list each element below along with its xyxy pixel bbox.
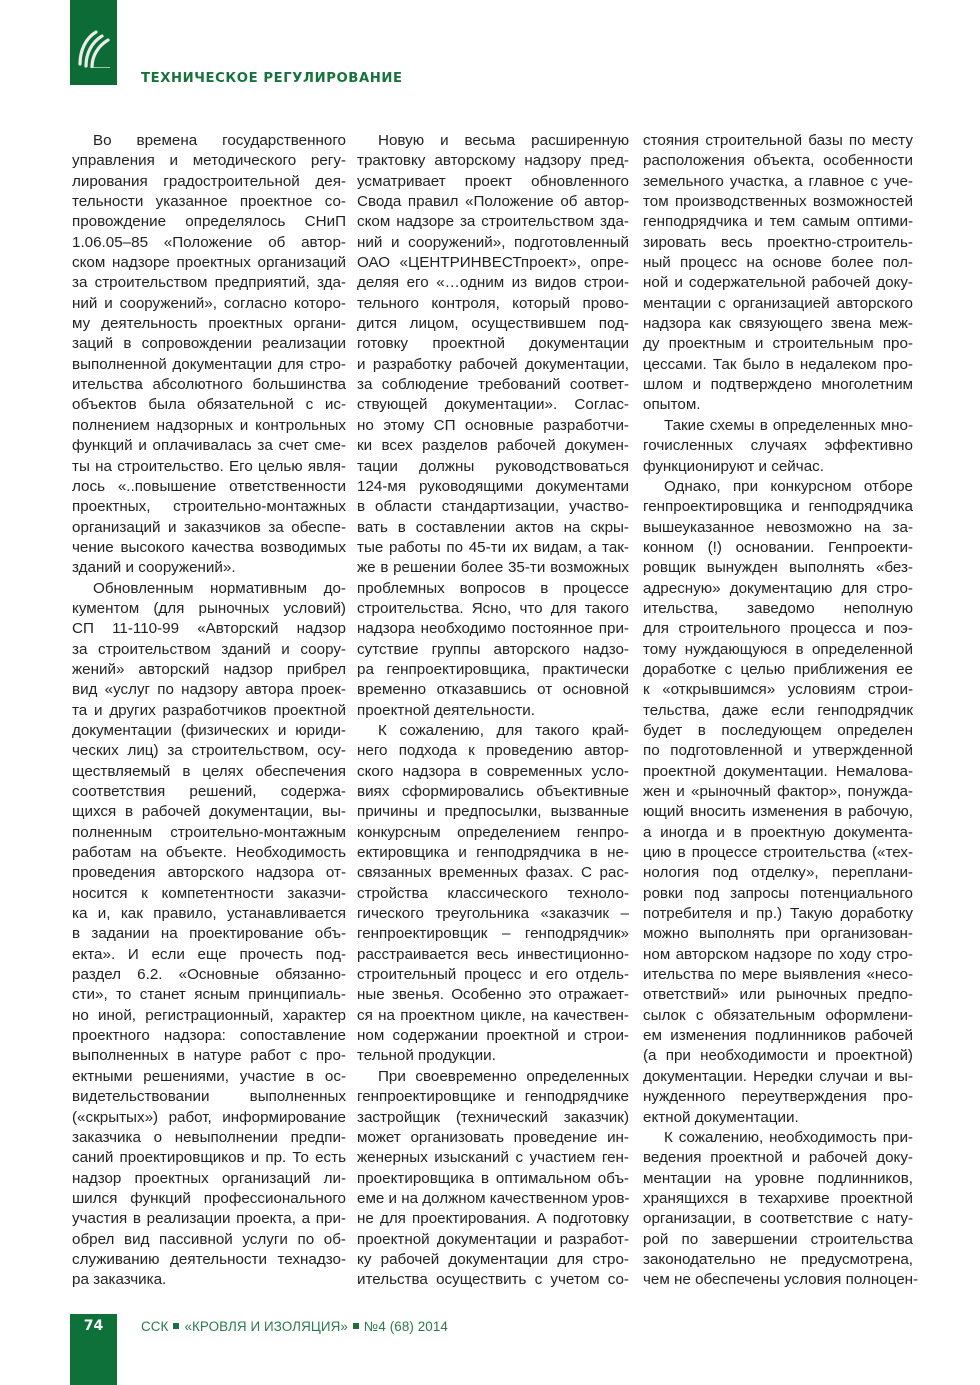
text-line: к «открывшимся» условиям строи- (643, 681, 913, 699)
text-line: ответствий» или рыночных предпо- (643, 986, 913, 1004)
text-line: ты на строительство. Его целью явля- (72, 457, 346, 475)
text-line: функционируют и сейчас. (643, 457, 824, 475)
text-line: соответствия решений, содержа- (72, 783, 346, 800)
text-line: жен и «рыночный фактор», понужда- (643, 783, 913, 800)
text-line: Такие схемы в определенных мно- (664, 416, 913, 434)
text-line: ный процесс на основе более пол- (643, 254, 913, 272)
text-line: генпроектировщика и генподрядчика (643, 498, 913, 516)
text-line: а иногда и в проектную документа- (643, 823, 913, 841)
text-line: тые работы по 45-ти их видам, а так- (357, 538, 629, 556)
text-line: ку рабочей документации для стро- (357, 1250, 629, 1268)
text-line: раздел 6.2. «Основные обязанно- (72, 966, 346, 984)
text-line: документации. Нередки случаи и вы- (643, 1067, 913, 1085)
text-line: надзора необходимо постоянное при- (357, 620, 629, 638)
text-line: ведения проектной и рабочей доку- (643, 1149, 913, 1167)
article-column-1 (72, 131, 346, 1291)
text-line: функций и оплачивалась за счет сме- (72, 437, 346, 455)
text-line: тации должны руководствоваться (357, 457, 629, 475)
text-line: за соблюдение требований соответ- (357, 376, 629, 394)
square-bullet-icon (353, 1323, 359, 1329)
text-line: него подхода к проведению автор- (357, 742, 629, 760)
text-line: При своевременно определенных (378, 1067, 629, 1085)
text-line: нология под отделку», переплани- (643, 864, 913, 882)
text-line: проведения авторского надзора от- (72, 864, 346, 882)
footer-issue: №4 (68) 2014 (363, 1319, 448, 1334)
text-line: же в решении более 35-ти возможных (357, 559, 629, 577)
text-line: но этому СП основные разработчи- (357, 416, 629, 434)
text-line: нужденного переутверждения про- (643, 1088, 913, 1106)
text-line: потребителя и пр.) Такую доработку (643, 905, 913, 923)
text-line: жений» авторский надзор прибрел (72, 660, 346, 678)
text-line: проектной документации. Немалова- (643, 762, 913, 780)
text-line: но иной, регистрационный, характер (72, 1006, 346, 1024)
text-line: ительства, заведомо неполную (643, 599, 913, 617)
text-line: ментации с организацией авторского (643, 294, 913, 312)
text-line: проектных, строительно-монтажных (72, 498, 346, 516)
text-line: сти», то станет ясным принципиаль- (72, 986, 346, 1004)
square-bullet-icon (173, 1323, 179, 1329)
text-line: женерных изысканий с участием ген- (357, 1149, 629, 1167)
text-line: ные звенья. Особенно это отражает- (357, 986, 629, 1004)
text-line: может организовать проведение ин- (357, 1128, 629, 1146)
text-line: тельства, даже если генподрядчик (643, 701, 913, 719)
text-line: трактовку авторскому надзору пред- (357, 152, 629, 170)
text-line: носится к компетентности заказчи- (72, 884, 346, 902)
text-line: К сожалению, для такого край- (378, 721, 629, 739)
text-line: законодательно не предусмотрена, (643, 1250, 913, 1268)
text-line: му деятельность проектных органи- (72, 315, 346, 333)
footer-publisher: ССК (141, 1319, 169, 1334)
text-line: надзора как связующего звена меж- (643, 315, 913, 333)
text-line: надзор проектных организаций ли- (72, 1169, 346, 1187)
text-line: за строительством предприятий, зда- (72, 274, 346, 292)
text-line: видетельствовании выполненных (72, 1088, 346, 1106)
text-line: стояния строительной базы по месту (643, 132, 913, 149)
text-line: в задании на проектирование объ- (72, 925, 346, 943)
text-line: 1.06.05–85 «Положение об автор- (72, 233, 346, 251)
text-line: щихся в рабочей документации, вы- (72, 803, 346, 821)
text-line: адресную» документацию для стро- (643, 579, 913, 597)
text-line: Однако, при конкурсном отборе (664, 477, 913, 495)
text-line: для строительного процесса и поэ- (643, 620, 913, 638)
text-line: зировать весь проектно-строитель- (643, 233, 913, 251)
text-line: можно выполнять при организован- (643, 925, 913, 943)
text-line: сутствие группы авторского надзо- (357, 640, 629, 658)
text-line: строительства. Ясно, что для такого (357, 599, 629, 617)
text-line: ний и сооружений», подготовленный (357, 233, 629, 251)
text-line: расположения объекта, особенности (643, 152, 913, 170)
text-line: ра заказчика. (72, 1271, 167, 1289)
text-line: ительства абсолютного большинства (72, 376, 346, 394)
text-line: зданий и сооружений». (72, 559, 236, 577)
text-line: выполненной документации для стро- (72, 355, 346, 373)
text-line: ительства осуществить с учетом со- (357, 1271, 629, 1289)
text-line: ном авторском надзоре по ходу стро- (643, 945, 913, 963)
text-line: хранящихся в техархиве проектной (643, 1189, 913, 1207)
text-line: ющий вносить изменения в рабочую, (643, 803, 913, 821)
text-line: СП 11-110-99 «Авторский надзор (72, 620, 346, 638)
text-line: К сожалению, необходимость при- (664, 1128, 913, 1146)
text-line: еме и на должном качественном уров- (357, 1189, 630, 1207)
text-line: работам на объекте. Необходимость (72, 844, 346, 862)
text-line: вышеуказанное невозможно на за- (643, 518, 913, 536)
text-line: не для проектирования. А подготовку (357, 1210, 629, 1228)
footer-publication-info (141, 1319, 448, 1334)
text-line: управления и методического регу- (72, 152, 346, 170)
text-line: тельного контроля, который прово- (357, 294, 629, 312)
magazine-logo-arcs-icon (76, 28, 112, 68)
text-line: лирования градостроительной дея- (72, 172, 346, 190)
text-line: объектов была обязательной с ис- (72, 396, 346, 414)
text-line: чение высокого качества возводимых (72, 538, 346, 556)
text-line: полнением надзорных и контрольных (72, 416, 346, 434)
article-column-3 (643, 131, 919, 1291)
text-line: тельности указанное проектное со- (72, 193, 346, 211)
text-line: дится лицом, осуществившем под- (357, 315, 629, 333)
text-line: гочисленных случаях эффективно (643, 437, 913, 455)
text-line: ектными решениями, участие в ос- (72, 1067, 346, 1085)
text-line: проектировщика в оптимальном объ- (357, 1169, 629, 1187)
text-line: ка и, как правило, устанавливается (72, 905, 346, 923)
text-line: тому нуждающуюся в определенной (643, 640, 913, 658)
text-line: стройства классического техноло- (357, 884, 629, 902)
text-line: ском надзоре за строительством зда- (357, 213, 629, 231)
text-line: ОАО «ЦЕНТРИНВЕСТпроект», опре- (357, 254, 629, 272)
text-line: Обновленным нормативным до- (93, 579, 346, 597)
text-line: ся на проектном цикле, на качествен- (357, 1006, 629, 1024)
text-line: проектного надзора: сопоставление (72, 1027, 346, 1045)
text-line: деляя его «…одним из видов строи- (357, 274, 629, 292)
text-line: кументом (для рыночных условий) (72, 599, 346, 617)
text-line: том производственных возможностей (643, 193, 913, 211)
text-line: ского надзора в современных усло- (357, 762, 629, 780)
text-line: ствующей документации». Соглас- (357, 396, 629, 414)
text-line: Во времена государственного (93, 132, 346, 149)
text-line: вид «услуг по надзору автора проек- (72, 681, 346, 699)
text-line: цию в процессе строительства («тех- (643, 844, 913, 862)
text-line: ровки под запросы потенциального (643, 884, 913, 902)
text-line: заций в сопровождении реализации (72, 335, 346, 353)
text-line: доработке с целью приближения ее (643, 660, 913, 678)
section-title: ТЕХНИЧЕСКОЕ РЕГУЛИРОВАНИЕ (141, 71, 403, 86)
text-line: ду проектным и строительным про- (643, 335, 913, 353)
text-line: 124-мя руководящими документами (357, 477, 629, 495)
text-line: ментации на уровне подлинников, (643, 1169, 913, 1187)
header-green-bar (70, 0, 117, 85)
text-line: ческих лиц) за строительством, осу- (72, 742, 346, 760)
text-line: («скрытых») работ, информирование (72, 1108, 346, 1126)
text-line: ском надзоре проектных организаций (72, 254, 346, 272)
text-line: цессами. Так было в недалеком про- (643, 355, 913, 373)
text-line: ровщик вынужден выполнять «без- (643, 559, 913, 577)
text-line: шился функций профессионального (72, 1189, 346, 1207)
text-line: будет в последующем определен (643, 721, 913, 739)
text-line: провождение определялось СНиП (72, 213, 346, 231)
text-line: ний и сооружений», согласно которо- (72, 294, 346, 312)
text-line: екта». И если еще прочесть под- (72, 945, 346, 963)
text-line: конном (!) основании. Генпроекти- (643, 538, 913, 556)
page-number: 74 (83, 1318, 104, 1334)
text-line: ной и содержательной рабочей доку- (643, 274, 913, 292)
text-line: расстраивается весь инвестиционно- (357, 945, 629, 963)
text-line: и разработку рабочей документации, (357, 355, 629, 373)
text-line: проектной деятельности. (357, 701, 535, 719)
text-line: документации (физических и юриди- (72, 721, 346, 739)
text-line: рой по завершении строительства (643, 1230, 913, 1248)
text-line: опытом. (643, 396, 701, 414)
text-line: ра генпроектировщика, практически (357, 660, 629, 678)
text-line: генпроектировщике и генподрядчике (357, 1088, 629, 1106)
footer-green-bar (70, 1314, 117, 1385)
text-line: участия в реализации проекта, а при- (72, 1210, 346, 1228)
text-line: в области стандартизации, участво- (357, 498, 629, 516)
text-line: (а при необходимости и проектной) (643, 1047, 913, 1065)
text-line: Новую и весьма расширенную (378, 132, 629, 149)
text-line: та и других разработчиков проектной (72, 701, 346, 719)
text-line: причины и предпосылки, вызванные (357, 803, 629, 821)
text-line: виях сформировались объективные (357, 783, 629, 800)
text-line: ществляемый в целях обеспечения (72, 762, 346, 780)
text-line: ительства по мере выявления «несо- (643, 966, 913, 984)
text-line: ном содержании проектной и строи- (357, 1027, 629, 1045)
text-line: временно отказавшись от основной (357, 681, 629, 699)
text-line: служиванию деятельности технадзо- (72, 1250, 346, 1268)
text-line: Свода правил «Положение об автор- (357, 193, 629, 211)
text-line: ектировщика и генподрядчика в не- (357, 844, 629, 862)
text-line: проектной документации и разработ- (357, 1230, 629, 1248)
text-line: по подготовленной и утвержденной (643, 742, 913, 760)
text-line: полненным строительно-монтажным (72, 823, 346, 841)
footer-magazine-title: «КРОВЛЯ И ИЗОЛЯЦИЯ» (184, 1319, 348, 1334)
text-line: ки всех разделов рабочей докумен- (357, 437, 629, 455)
text-line: саний проектировщиков и пр. То есть (72, 1149, 346, 1167)
text-line: организации, в соответствие с нату- (643, 1210, 913, 1228)
text-line: связанных временных фазах. С рас- (357, 864, 629, 882)
text-line: конкурсным определением генпро- (357, 823, 629, 841)
text-line: генпроектировщик – генподрядчик» (357, 925, 629, 943)
text-line: организаций и заказчиков за обеспе- (72, 518, 346, 536)
text-line: проблемных вопросов в процессе (357, 579, 629, 597)
text-line: шлом и подтверждено многолетним (643, 376, 913, 394)
text-line: ектной документации. (643, 1108, 799, 1126)
text-line: выполненных в натуре работ с про- (72, 1047, 346, 1065)
text-line: тельной продукции. (357, 1047, 496, 1065)
text-line: генподрядчика и тем самым оптими- (643, 213, 913, 231)
text-line: за строительством зданий и соору- (72, 640, 346, 658)
text-line: ем изменения подлинников рабочей (643, 1027, 913, 1045)
text-line: готовку проектной документации (357, 335, 629, 353)
text-line: вать в составлении актов на скры- (357, 518, 629, 536)
text-line: чем не обеспечены условия полноцен- (643, 1271, 919, 1289)
text-line: земельного участка, а главное с уче- (643, 172, 913, 190)
text-line: заказчика о невыполнении предпи- (72, 1128, 346, 1146)
text-line: лось «..повышение ответственности (72, 477, 346, 495)
text-line: усматривает проект обновленного (357, 172, 629, 190)
text-line: сылок с обязательным оформлени- (643, 1006, 913, 1024)
text-line: застройщик (технический заказчик) (357, 1108, 629, 1126)
text-line: строительный процесс и его отдель- (357, 966, 629, 984)
text-line: обрел вид пассивной услуги по об- (72, 1230, 346, 1248)
text-line: гического треугольника «заказчик – (357, 905, 629, 923)
article-column-2 (357, 131, 629, 1291)
